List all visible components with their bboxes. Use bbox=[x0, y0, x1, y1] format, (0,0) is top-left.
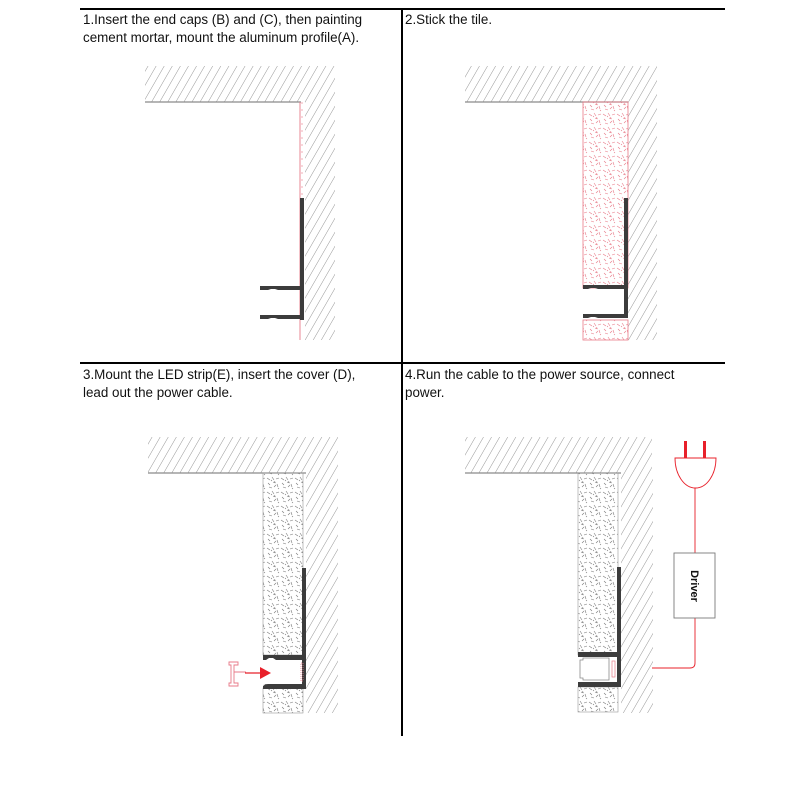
tile bbox=[263, 473, 303, 713]
step-4-caption-line-1: 4.Run the cable to the power source, connect bbox=[405, 367, 675, 382]
wall-hatch bbox=[628, 102, 657, 340]
cover-installed bbox=[580, 658, 609, 680]
step-3-caption-line-2: lead out the power cable. bbox=[83, 385, 233, 400]
step-4-caption-line-2: power. bbox=[405, 385, 445, 400]
step-2-caption-line-1: 2.Stick the tile. bbox=[405, 12, 493, 27]
step-3-diagram bbox=[148, 437, 338, 713]
power-plug-icon bbox=[675, 441, 716, 489]
wall-hatch bbox=[306, 473, 338, 713]
ceiling-hatch bbox=[145, 66, 335, 102]
ceiling-hatch bbox=[148, 437, 338, 473]
step-3-caption-line-1: 3.Mount the LED strip(E), insert the cover (D), bbox=[83, 367, 356, 382]
driver-label: Driver bbox=[688, 570, 700, 602]
cover-piece bbox=[229, 662, 246, 686]
step-2-diagram bbox=[465, 66, 657, 340]
step-1-diagram bbox=[145, 66, 335, 340]
driver-box bbox=[674, 553, 715, 618]
step-1-caption-line-1: 1.Insert the end caps (B) and (C), then painting bbox=[83, 12, 363, 27]
step-1-caption-line-2: cement mortar, mount the aluminum profile(A). bbox=[83, 30, 360, 45]
tile bbox=[583, 102, 628, 340]
insert-arrow-icon bbox=[245, 667, 271, 679]
wall-hatch bbox=[621, 473, 653, 713]
step-4-diagram bbox=[465, 437, 716, 713]
aluminum-profile bbox=[260, 198, 304, 320]
ceiling-hatch bbox=[465, 66, 657, 102]
led-strip bbox=[612, 661, 615, 677]
wall-hatch bbox=[305, 102, 335, 340]
ceiling-hatch bbox=[465, 437, 652, 473]
